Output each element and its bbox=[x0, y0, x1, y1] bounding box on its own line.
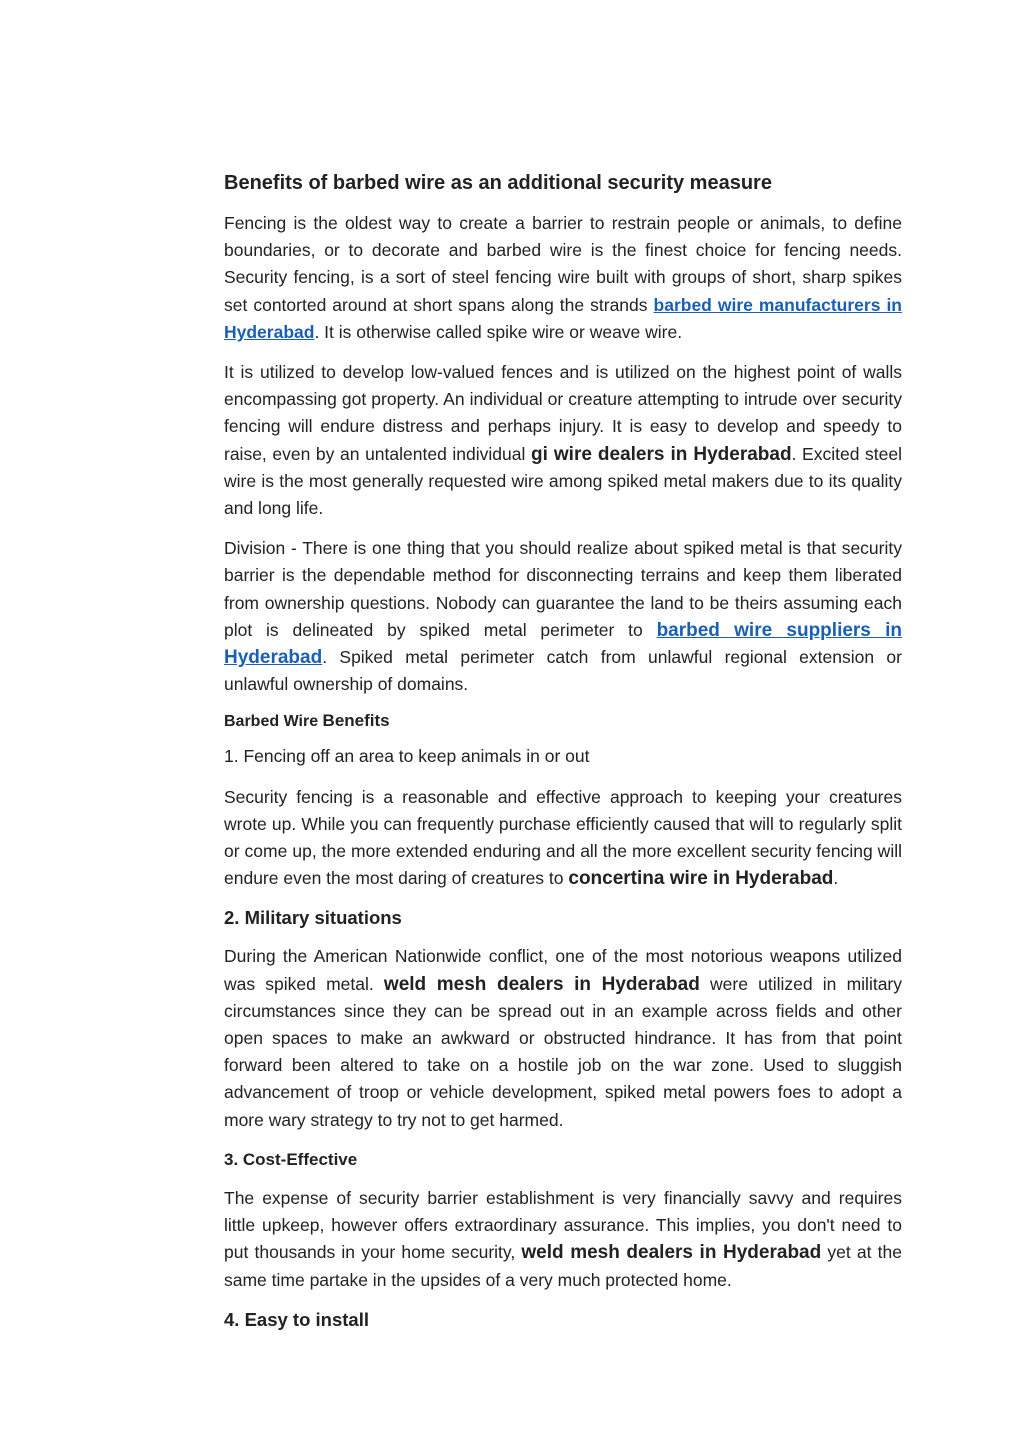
item3-heading: 3. Cost-Effective bbox=[224, 1149, 358, 1169]
paragraph-text: . Excited steel wire is the most generally requested wire among spiked metal makers due to its quality and long life. bbox=[224, 443, 902, 519]
paragraph-intro bbox=[224, 210, 902, 346]
barbed-wire-manufacturers-link[interactable]: barbed wire manufacturers in Hyderabad bbox=[224, 294, 902, 342]
paragraph-text: were utilized in military circumstances since they can be spread out in an example across fields and other open spaces to make an awkward or obstructed hindrance. It has from that point forward been altered to take on a hostile job on the war zone. Used to sluggish advancement of troop or vehicle development, spiked metal powers foes to adopt a more wary strategy to try not to get harmed. bbox=[224, 973, 902, 1130]
paragraph-cost bbox=[224, 1185, 902, 1294]
benefits-heading-part1: Barbed Wire bbox=[224, 713, 323, 731]
document-page bbox=[224, 168, 902, 1345]
paragraph-division bbox=[224, 535, 902, 698]
paragraph-military bbox=[224, 943, 902, 1133]
benefits-heading bbox=[224, 711, 902, 731]
weld-mesh-dealers-keyword: weld mesh dealers in Hyderabad bbox=[521, 1242, 822, 1264]
paragraph-animals bbox=[224, 784, 902, 893]
paragraph-text: . bbox=[833, 868, 839, 889]
item1-heading: 1. Fencing off an area to keep animals in or out bbox=[224, 746, 590, 767]
paragraph-text: Fencing is the oldest way to create a barrier to restrain people or animals, to define boundaries, or to decorate and barbed wire is the finest choice for fencing needs. Security fencing, is a sort of steel fencing wire built with groups of short, sharp spikes set contorted around at short spans along the strands bbox=[224, 213, 902, 315]
paragraph-text: . It is otherwise called spike wire or weave wire. bbox=[314, 321, 683, 342]
paragraph-text: . Spiked metal perimeter catch from unlawful regional extension or unlawful ownership of domains. bbox=[224, 647, 902, 695]
weld-mesh-dealers-keyword: weld mesh dealers in Hyderabad bbox=[383, 973, 700, 995]
document-title: Benefits of barbed wire as an additional security measure bbox=[224, 172, 772, 194]
barbed-wire-suppliers-link[interactable]: barbed wire suppliers in Hyderabad bbox=[224, 619, 902, 669]
paragraph-text: Security fencing is a reasonable and effective approach to keeping your creatures wrote up. While you can frequently purchase efficiently caused that will to regularly split or come up, the more extended enduring and all the more excellent security fencing will endure even the most daring of creatures to bbox=[224, 786, 902, 889]
paragraph-text: The expense of security barrier establishment is very financially savvy and requires little upkeep, however offers extraordinary assurance. This implies, you don't need to put thousands in your home security, bbox=[224, 1187, 902, 1263]
paragraph-text: During the American Nationwide conflict, one of the most notorious weapons utilized was spiked metal. bbox=[224, 946, 902, 994]
gi-wire-dealers-keyword: gi wire dealers in Hyderabad bbox=[530, 443, 792, 465]
item4-heading: 4. Easy to install bbox=[224, 1308, 369, 1330]
concertina-wire-keyword: concertina wire in Hyderabad bbox=[568, 868, 834, 890]
paragraph-text: Division - There is one thing that you should realize about spiked metal is that security barrier is the dependable method for disconnecting terrains and keep them liberated from ownership questions. Nobody can guarantee the land to be theirs assuming each plot is delineated by spiked metal perimeter to bbox=[224, 538, 902, 640]
paragraph-usage bbox=[224, 359, 902, 522]
benefits-heading-part2: Benefits bbox=[322, 711, 390, 731]
paragraph-text: yet at the same time partake in the upsides of a very much protected home. bbox=[224, 1242, 902, 1290]
paragraph-text: It is utilized to develop low-valued fences and is utilized on the highest point of walls encompassing got property. An individual or creature attempting to intrude over security fencing will endure distress and perhaps injury. It is easy to develop and speedy to raise, even by an untalented individual bbox=[224, 362, 902, 464]
item2-heading: 2. Military situations bbox=[224, 907, 402, 929]
